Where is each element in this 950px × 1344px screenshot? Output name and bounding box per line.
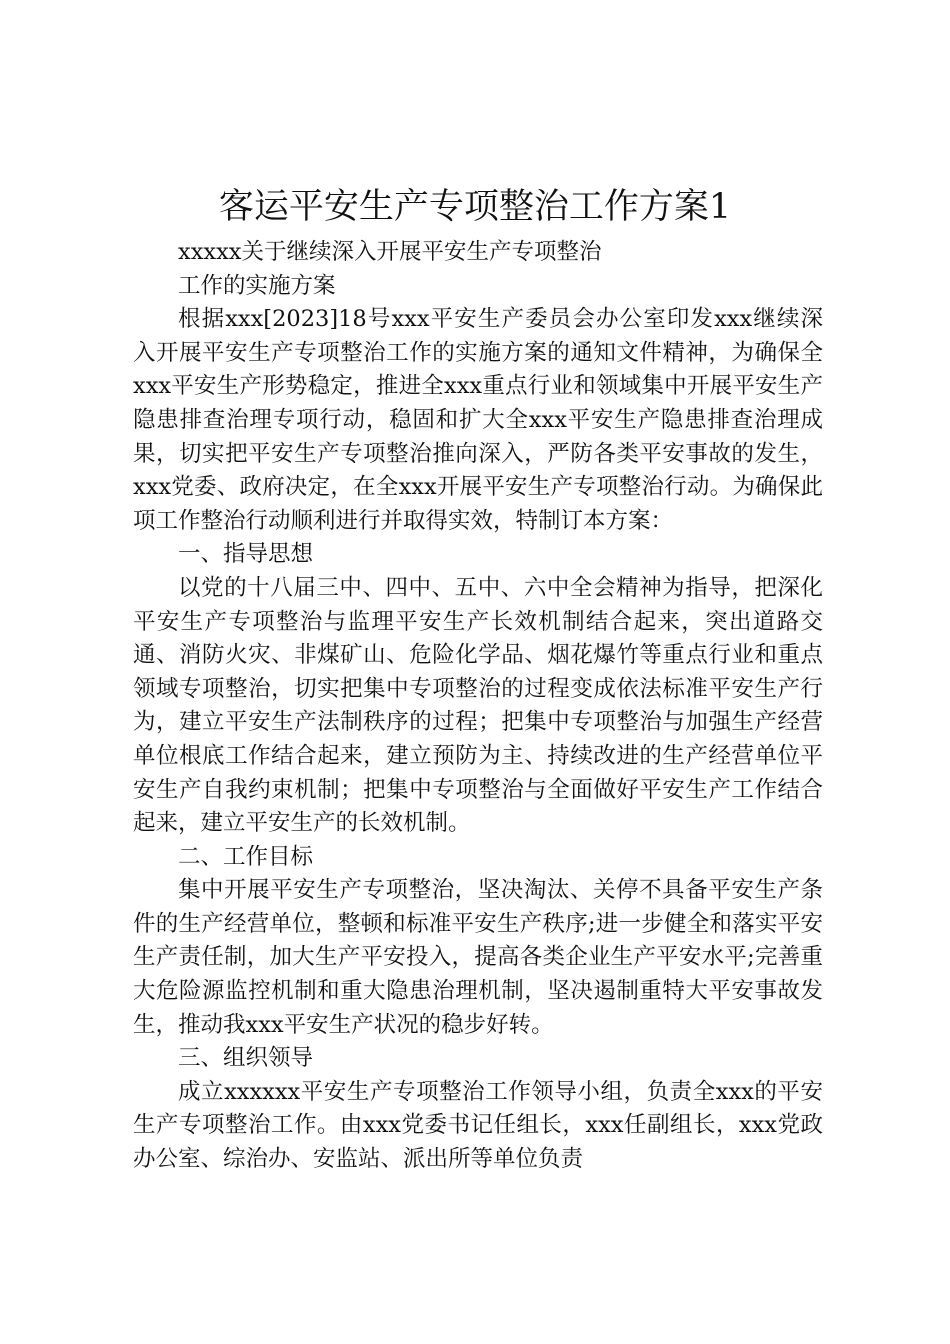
intro-paragraph: 根据xxx[2023]18号xxx平安生产委员会办公室印发xxx继续深入开展平安生产专项整治工作的实施方案的通知文件精神，为确保全xxx平安生产形势稳定，推进全xxx重点行业和领域集中开展平安生产隐患排查治理专项行动，稳固和扩大全xxx平安生产隐患排查治理成果，切实把平安生产专项整治推向深入，严防各类平安事故的发生，xxx党委、政府决定，在全xxx开展平安生产专项整治行动。为确保此项工作整治行动顺利进行并取得实效，特制订本方案： [133,306,823,534]
subtitle-line-1: xxxxx关于继续深入开展平安生产专项整治 [178,239,602,265]
document-title: 客运平安生产专项整治工作方案1 [218,187,732,227]
section-heading-work-goals: 二、工作目标 [178,843,314,870]
document-body [133,236,823,1177]
subtitle-line-2: 工作的实施方案 [178,272,336,299]
section-heading-organization: 三、组织领导 [178,1045,314,1072]
work-goals-paragraph: 集中开展平安生产专项整治，坚决淘汰、关停不具备平安生产条件的生产经营单位，整顿和标准平安生产秩序;进一步健全和落实平安生产责任制，加大生产平安投入，提高各类企业生产平安水平;完善重大危险源监控机制和重大隐患治理机制，坚决遏制重特大平安事故发生，推动我xxx平安生产状况的稳步好转。 [133,877,823,1038]
organization-paragraph: 成立xxxxxx平安生产专项整治工作领导小组，负责全xxx的平安生产专项整治工作。由xxx党委书记任组长，xxx任副组长，xxx党政办公室、综治办、安监站、派出所等单位负责 [133,1078,823,1173]
section-heading-guiding-ideology: 一、指导思想 [178,541,314,568]
guiding-ideology-paragraph: 以党的十八届三中、四中、五中、六中全会精神为指导，把深化平安生产专项整治与监理平安生产长效机制结合起来，突出道路交通、消防火灾、非煤矿山、危险化学品、烟花爆竹等重点行业和重点领域专项整治，切实把集中专项整治的过程变成依法标准平安生产行为，建立平安生产法制秩序的过程；把集中专项整治与加强生产经营单位根底工作结合起来，建立预防为主、持续改进的生产经营单位平安生产自我约束机制；把集中专项整治与全面做好平安生产工作结合起来，建立平安生产的长效机制。 [133,574,823,837]
